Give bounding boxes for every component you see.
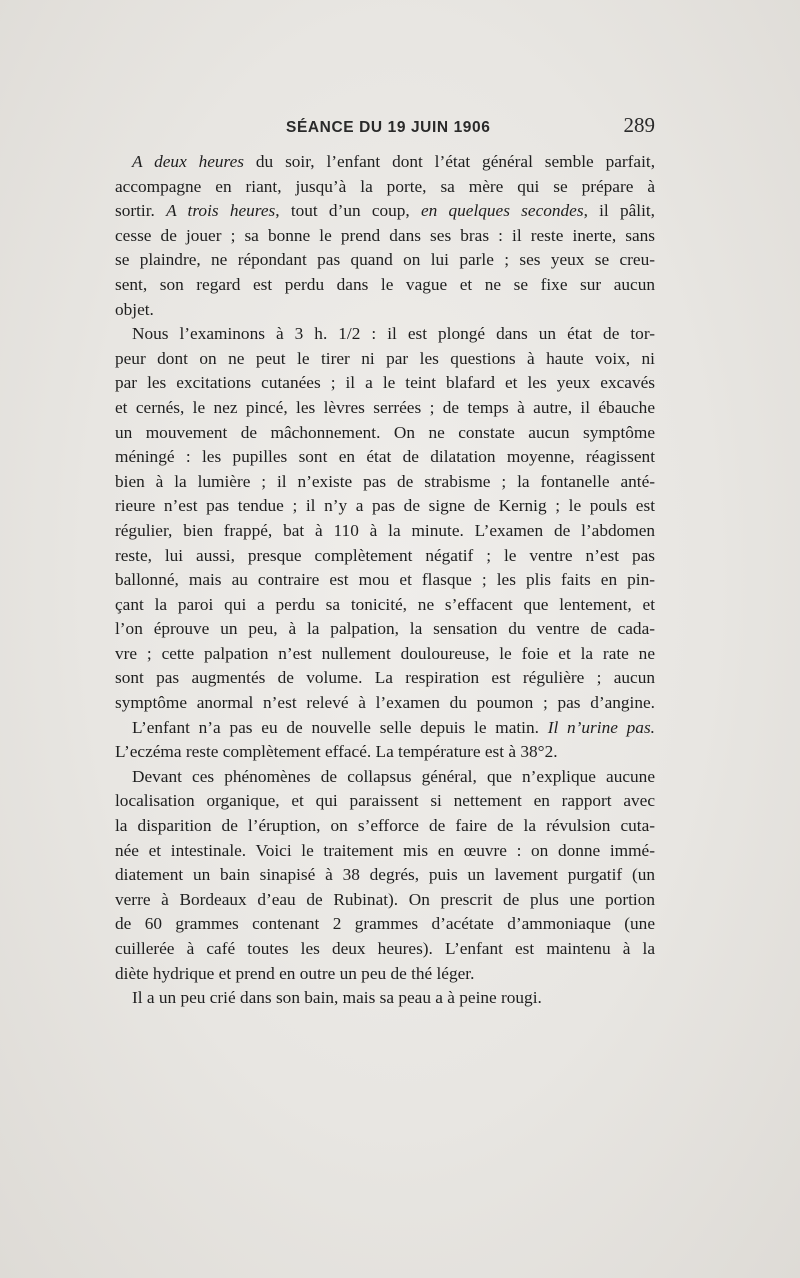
text-line xyxy=(115,937,655,962)
text-segment: , il pâlit, xyxy=(583,201,655,221)
text-line xyxy=(115,642,655,667)
text-line xyxy=(115,322,655,347)
text-segment: l’on éprouve un peu, à la palpation, la sensation du ventre de cada- xyxy=(115,619,655,639)
text-line xyxy=(115,396,655,421)
text-line xyxy=(115,839,655,864)
text-line xyxy=(115,986,655,1011)
text-line xyxy=(115,445,655,470)
text-segment: vre ; cette palpation n’est nullement douloureuse, le foie et la rate ne xyxy=(115,643,655,663)
text-segment: rieure n’est pas tendue ; il n’y a pas de signe de Kernig ; le pouls est xyxy=(115,496,655,516)
text-line xyxy=(115,371,655,396)
text-line xyxy=(115,863,655,888)
text-line xyxy=(115,814,655,839)
text-segment: sont pas augmentés de volume. La respiration est régulière ; aucun xyxy=(115,668,655,688)
text-segment: symptôme anormal n’est relevé à l’examen du poumon ; pas d’angine. xyxy=(115,693,655,713)
italic-text: Il n’urine pas. xyxy=(547,717,655,737)
text-line xyxy=(115,740,655,765)
text-segment: accompagne en riant, jusqu’à la porte, sa mère qui se prépare à xyxy=(115,176,655,196)
text-segment: bien à la lumière ; il n’existe pas de strabisme ; la fontanelle anté- xyxy=(115,471,655,491)
text-line xyxy=(115,912,655,937)
text-segment: diète hydrique et prend en outre un peu de thé léger. xyxy=(115,963,475,983)
text-segment: peur dont on ne peut le tirer ni par les questions à haute voix, ni xyxy=(115,348,655,368)
text-segment: L’eczéma reste complètement effacé. La température est à 38°2. xyxy=(115,742,558,762)
text-segment: diatement un bain sinapisé à 38 degrés, puis un lavement purgatif (un xyxy=(115,865,655,885)
text-line xyxy=(115,666,655,691)
text-line xyxy=(115,617,655,642)
text-segment: L’enfant n’a pas eu de nouvelle selle depuis le matin. xyxy=(132,717,548,737)
text-segment: cuillerée à café toutes les deux heures). L’enfant est maintenu à la xyxy=(115,939,655,958)
text-segment: Il a un peu crié dans son bain, mais sa peau a à peine rougi. xyxy=(132,988,542,1008)
text-segment: verre à Bordeaux d’eau de Rubinat). On prescrit de plus une portion xyxy=(115,889,655,909)
text-segment: reste, lui aussi, presque complètement négatif ; le ventre n’est pas xyxy=(115,545,655,565)
italic-text: en quelques secondes xyxy=(420,201,584,221)
page-number: 289 xyxy=(623,113,655,137)
text-segment: régulier, bien frappé, bat à 110 à la minute. L’examen de l’abdomen xyxy=(115,520,655,540)
text-segment: çant la paroi qui a perdu sa tonicité, ne s’effacent que lentement, et xyxy=(115,594,655,614)
text-line xyxy=(115,568,655,593)
text-segment: Nous l’examinons à 3 h. 1/2 : il est plongé dans un état de tor- xyxy=(132,324,655,344)
text-segment: un mouvement de mâchonnement. On ne constate aucun symptôme xyxy=(115,422,655,442)
text-segment: de 60 grammes contenant 2 grammes d’acétate d’ammoniaque (une xyxy=(115,914,655,934)
text-line xyxy=(115,224,655,249)
text-line xyxy=(115,298,655,323)
text-line xyxy=(115,150,655,175)
text-segment: la disparition de l’éruption, on s’efforce de faire de la révulsion cuta- xyxy=(115,816,655,836)
text-segment: ballonné, mais au contraire est mou et flasque ; les plis faits en pin- xyxy=(115,570,655,590)
text-line xyxy=(115,347,655,372)
text-line xyxy=(115,789,655,814)
text-line xyxy=(115,519,655,544)
text-line xyxy=(115,593,655,618)
text-line xyxy=(115,716,655,741)
text-line xyxy=(115,199,655,224)
text-segment: cesse de jouer ; sa bonne le prend dans ses bras : il reste inerte, sans xyxy=(115,225,655,245)
text-segment: Devant ces phénomènes de collapsus général, que n’explique aucune xyxy=(132,766,655,786)
text-line xyxy=(115,470,655,495)
text-segment: et cernés, le nez pincé, les lèvres serrées ; de temps à autre, il ébauche xyxy=(115,397,655,417)
text-segment: née et intestinale. Voici le traitement mis en œuvre : on donne immé- xyxy=(115,840,655,860)
body-text xyxy=(115,150,655,1011)
text-line xyxy=(115,962,655,987)
text-segment: sent, son regard est perdu dans le vague et ne se fixe sur aucun xyxy=(115,274,655,294)
text-line xyxy=(115,175,655,200)
text-line xyxy=(115,273,655,298)
text-segment: du soir, l’enfant dont l’état général semble parfait, xyxy=(244,152,656,171)
text-segment: localisation organique, et qui paraissent si nettement en rapport avec xyxy=(115,791,655,811)
text-segment: , tout d’un coup, xyxy=(275,201,421,221)
text-segment: objet. xyxy=(115,299,154,319)
text-segment: par les excitations cutanées ; il a le teint blafard et les yeux excavés xyxy=(115,373,655,393)
text-segment: se plaindre, ne répondant pas quand on lui parle ; ses yeux se creu- xyxy=(115,250,655,270)
running-title: SÉANCE DU 19 JUIN 1906 xyxy=(286,119,491,136)
italic-text: A trois heures xyxy=(166,201,276,221)
text-line xyxy=(115,494,655,519)
text-segment: sortir. xyxy=(115,201,167,221)
text-line xyxy=(115,248,655,273)
page-header xyxy=(115,113,655,143)
text-line xyxy=(115,888,655,913)
text-line xyxy=(115,765,655,790)
text-line xyxy=(115,691,655,716)
italic-text: A deux heures xyxy=(132,152,245,171)
text-line xyxy=(115,544,655,569)
text-segment: méningé : les pupilles sont en état de dilatation moyenne, réagissent xyxy=(115,447,655,467)
text-line xyxy=(115,421,655,446)
